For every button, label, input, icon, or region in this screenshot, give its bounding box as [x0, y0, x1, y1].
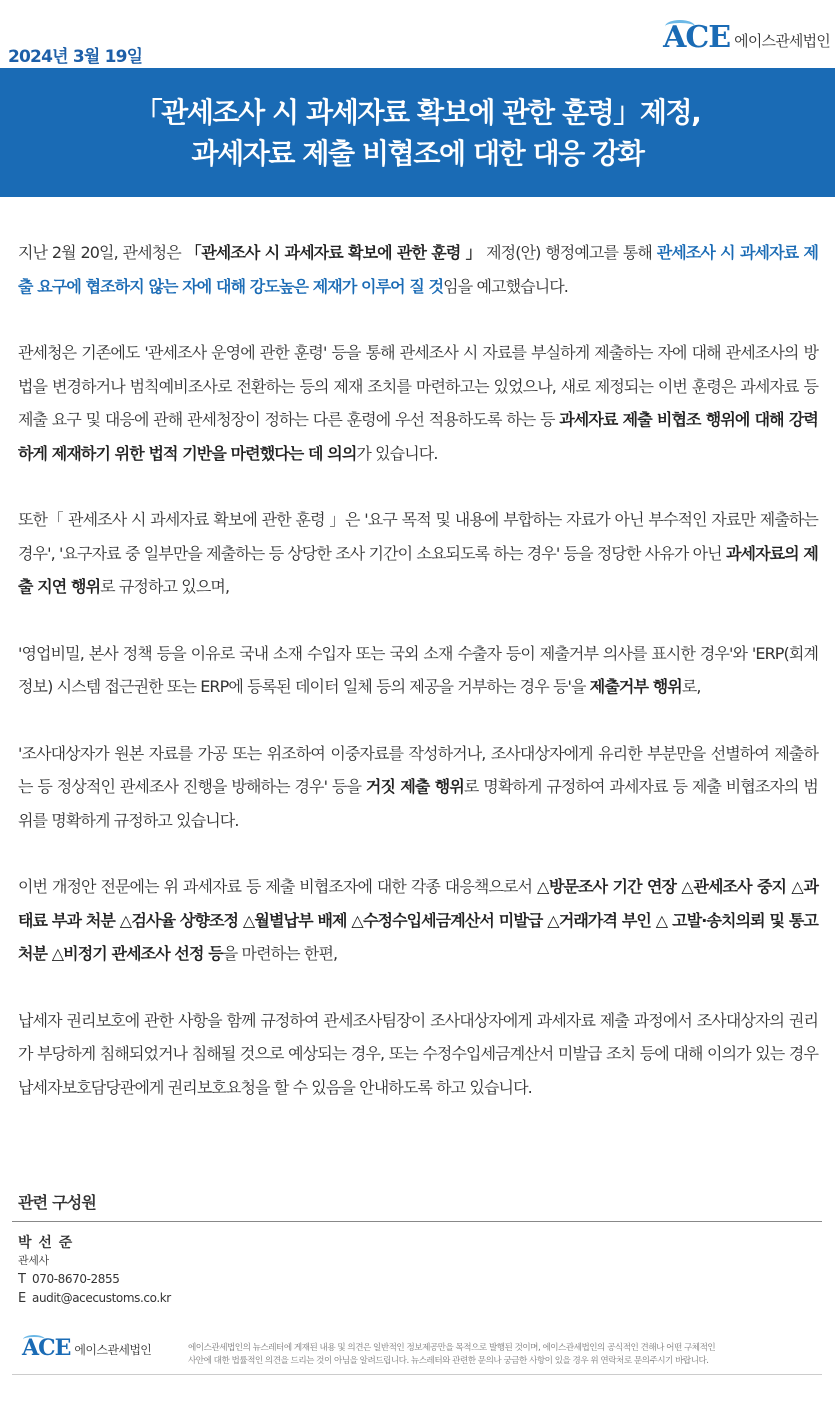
- text: 이번 개정안 전문에는 위 과세자료 등 제출 비협조자에 대한 각종 대응책으로서: [18, 877, 537, 896]
- article-body: [18, 236, 818, 1137]
- logo-mark: ACE: [663, 20, 731, 55]
- member-card: [18, 1234, 171, 1308]
- paragraph-3: [18, 503, 818, 604]
- ace-logo: [663, 22, 830, 54]
- text-bold: 제출거부 행위: [589, 677, 682, 696]
- text: 관세청은 기존에도 '관세조사 운영에 관한 훈령' 등을 통해 관세조사 시 자료를 부실하게 제출하는 자에 대해 관세조사의 방법을 변경하거나 범칙예비조사로 전환하는 등의 제재 조치를 마련하고는 있었으나, 새로 제정되는 이번 훈령은 과세자료 등 제출 요구 및 대응에 관해 관세청장이 정하는 다른 훈령에 우선 적용하도록 하는 등: [18, 343, 818, 429]
- paragraph-2: [18, 336, 818, 470]
- paragraph-5: [18, 737, 818, 838]
- text: 로,: [681, 677, 701, 696]
- text: 로 명확하게 규정하여 과세자료 등 제출 비협조자의 범위를 명확하게 규정하고 있습니다.: [18, 777, 818, 830]
- disclaimer-line-2: 사안에 대한 법률적인 의견을 드리는 것이 아님을 알려드립니다. 뉴스레터와 관련한 문의나 궁금한 사항이 있을 경우 위 연락처로 문의주시기 바랍니다.: [188, 1356, 709, 1366]
- text: 지난 2월 20일, 관세청은: [18, 243, 186, 262]
- divider: [12, 1221, 822, 1222]
- text: 을 마련하는 한편,: [222, 944, 338, 963]
- text: 가 있습니다.: [356, 443, 438, 463]
- footer-logo-mark: ACE: [22, 1335, 71, 1361]
- member-email-row: [18, 1289, 171, 1308]
- related-members-title: 관련 구성원: [18, 1193, 97, 1212]
- disclaimer-line-1: 에이스관세법인의 뉴스레터에 게재된 내용 및 의견은 일반적인 정보제공만을 목적으로 발행된 것이며, 에이스관세법인의 공식적인 견해나 어떤 구체적인: [188, 1343, 716, 1353]
- text-bold: 과세자료의 제출 지연 행위: [18, 543, 818, 596]
- text: '조사대상자가 원본 자료를 가공 또는 위조하여 이중자료를 작성하거나, 조사대상자에게 유리한 부분만을 선별하여 제출하는 등 정상적인 관세조사 진행을 방해하는 경우' 등을: [18, 743, 818, 796]
- title-banner: [0, 68, 835, 197]
- newsletter-date: 2024년 3월 19일: [8, 47, 143, 67]
- text-bold: 「관세조사 시 과세자료 확보에 관한 훈령 」: [185, 243, 482, 262]
- text-bold: 거짓 제출 행위: [365, 777, 464, 796]
- member-name: 박 선 준: [18, 1235, 74, 1251]
- member-email[interactable]: audit@acecustoms.co.kr: [32, 1291, 171, 1305]
- logo-firm-name: 에이스관세법인: [734, 32, 830, 50]
- text: '영업비밀, 본사 정책 등을 이유로 국내 소재 수입자 또는 국외 소재 수출자 등이 제출거부 의사를 표시한 경우'와 'ERP(회계정보) 시스템 접근권한 또는 ERP에 등록된 데이터 일체 등의 제공을 거부하는 경우 등'을: [18, 643, 818, 696]
- title-line-2: 과세자료 제출 비협조에 대한 대응 강화: [191, 136, 644, 170]
- footer-logo-firm-name: 에이스관세법인: [74, 1343, 152, 1357]
- footer-logo: [22, 1336, 151, 1360]
- footer-divider: [12, 1374, 822, 1375]
- footer-disclaimer: [188, 1342, 813, 1368]
- paragraph-6: [18, 870, 818, 971]
- paragraph-4: [18, 637, 818, 704]
- text: 또한「 관세조사 시 과세자료 확보에 관한 훈령 」은 '요구 목적 및 내용에 부합하는 자료가 아닌 부수적인 자료만 제출하는 경우', '요구자료 중 일부만을 제출하는 등 상당한 조사 기간이 소요되도록 하는 경우' 등을 정당한 사유가 아닌: [18, 510, 818, 563]
- text-bold: △방문조사 기간 연장 △관세조사 중지 △과태료 부과 처분 △검사율 상향조정 △월별납부 배제 △수정수입세금계산서 미발급 △거래가격 부인 △ 고발·송치의뢰 및 통고처분 △비정기 관세조사 선정 등: [18, 877, 819, 963]
- title-line-1: 「관세조사 시 과세자료 확보에 관한 훈령」제정,: [134, 95, 701, 129]
- text-bold: 과세자료 제출 비협조 행위에 대해 강력하게 제재하기 위한 법적 기반을 마련했다는 데 의의: [18, 410, 818, 463]
- paragraph-1: [18, 236, 818, 303]
- member-role: 관세사: [18, 1254, 49, 1267]
- member-phone[interactable]: 070-8670-2855: [32, 1272, 120, 1286]
- text: 제정(안) 행정예고를 통해: [481, 243, 657, 262]
- phone-label: T: [18, 1272, 26, 1287]
- email-label: E: [18, 1291, 26, 1306]
- paragraph-7: 납세자 권리보호에 관한 사항을 함께 규정하여 관세조사팀장이 조사대상자에게 과세자료 제출 과정에서 조사대상자의 권리가 부당하게 침해되었거나 침해될 것으로 예상되는 경우, 또는 수정수입세금계산서 미발급 조치 등에 대해 이의가 있는 경우 납세자보호담당관에게 권리보호요청을 할 수 있음을 안내하도록 하고 있습니다.: [18, 1010, 818, 1097]
- text: 임을 예고했습니다.: [443, 276, 568, 296]
- member-phone-row: [18, 1270, 171, 1289]
- text: 로 규정하고 있으며,: [100, 577, 230, 596]
- text-highlight: 관세조사 시 과세자료 제출 요구에 협조하지 않는 자에 대해 강도높은 제재가 이루어 질 것: [18, 243, 819, 296]
